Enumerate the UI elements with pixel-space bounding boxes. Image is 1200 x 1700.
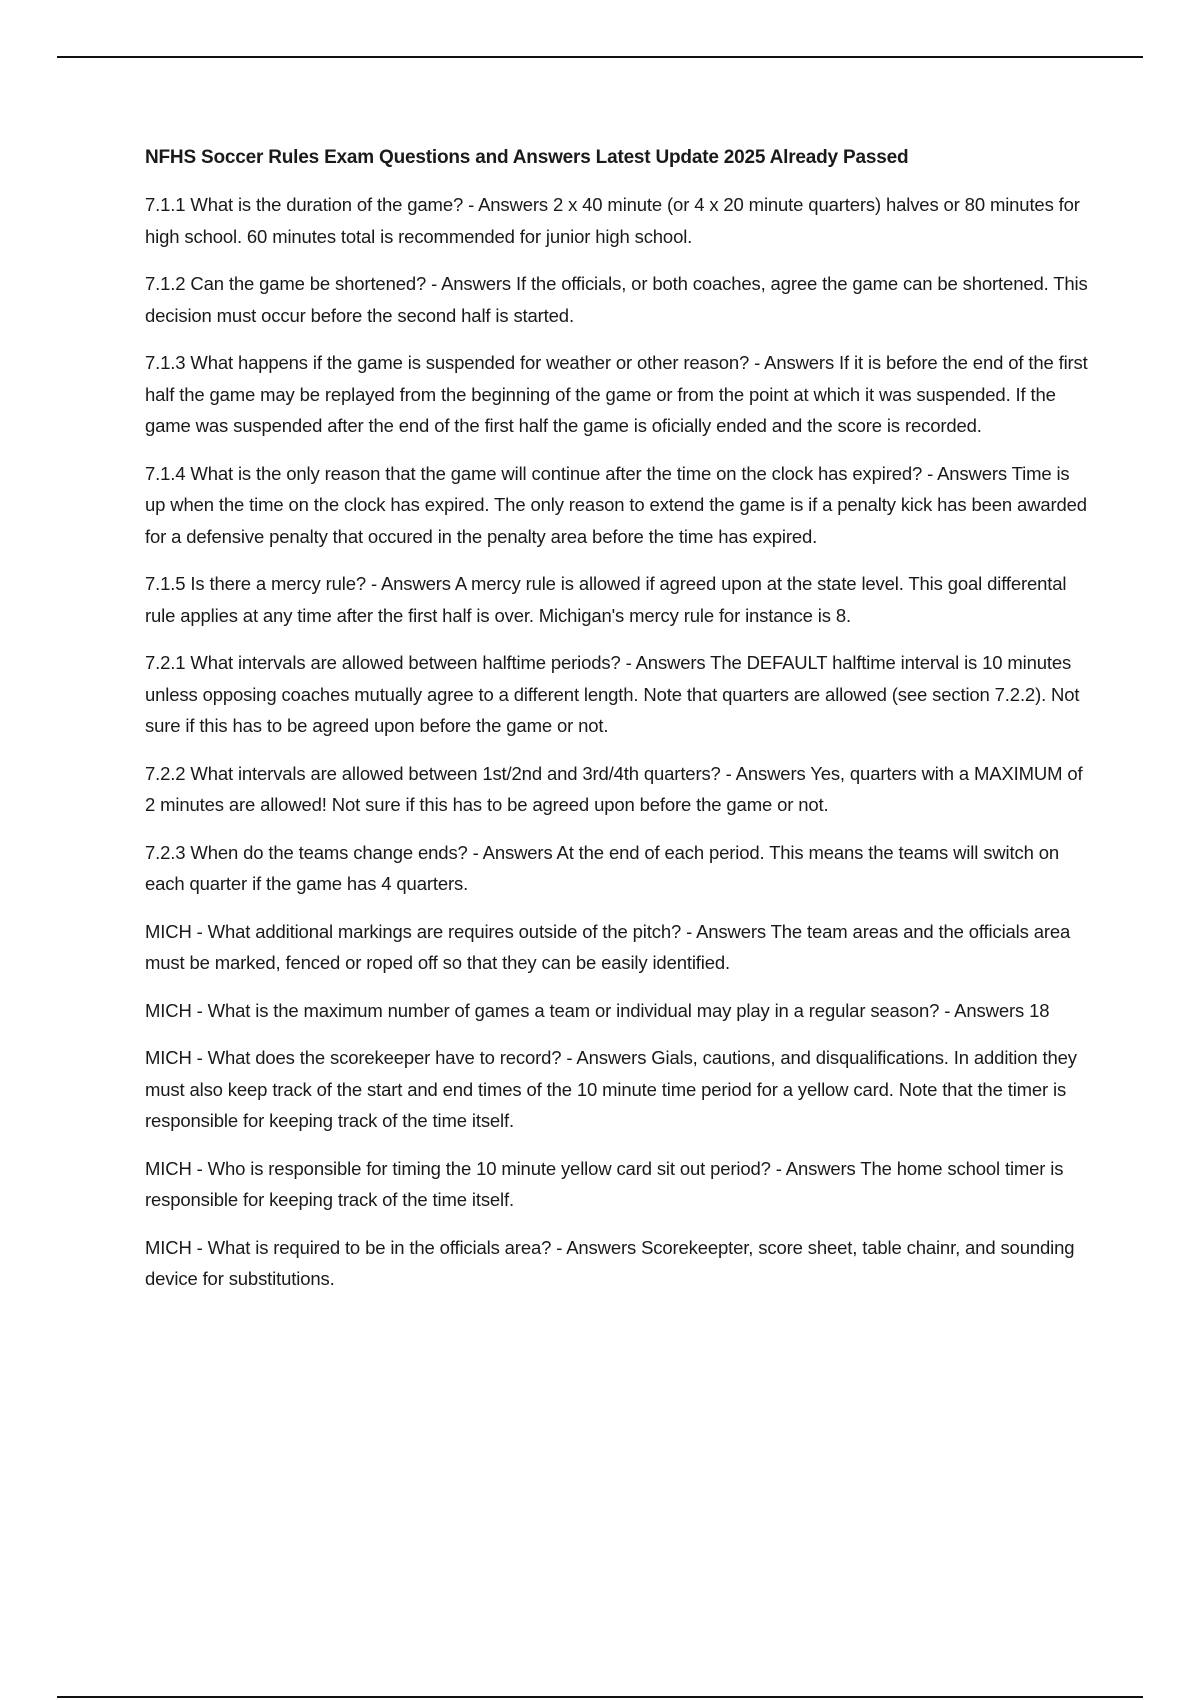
header-rule — [57, 56, 1143, 58]
qa-entry: MICH - What is required to be in the officials area? - Answers Scorekeepter, score sheet, table chainr, and sounding device for substitutions. — [145, 1236, 1075, 1289]
document-title: NFHS Soccer Rules Exam Questions and Answers Latest Update 2025 Already Passed — [145, 147, 909, 168]
qa-entry: MICH - Who is responsible for timing the 10 minute yellow card sit out period? - Answers The home school timer is responsible for keeping track of the time itself. — [145, 1157, 1064, 1210]
qa-entry: 7.1.4 What is the only reason that the game will continue after the time on the clock has expired? - Answers Time is up when the time on the clock has expired. The only reason to extend the game is if a penalty kick has been awarded for a defensive penalty that occured in the penalty area before the time has expired. — [145, 462, 1087, 547]
document-body — [145, 143, 1090, 1311]
qa-entry: 7.2.3 When do the teams change ends? - Answers At the end of each period. This means the teams will switch on each quarter if the game has 4 quarters. — [145, 841, 1059, 894]
qa-entry: 7.1.2 Can the game be shortened? - Answers If the officials, or both coaches, agree the game can be shortened. This decision must occur before the second half is started. — [145, 273, 1088, 326]
qa-entry: 7.1.3 What happens if the game is suspended for weather or other reason? - Answers If it is before the end of the first half the game may be replayed from the beginning of the game or from the point at which it was suspended. If the game was suspended after the end of the first half the game is oficially ended and the score is recorded. — [145, 352, 1088, 436]
qa-entry: 7.1.1 What is the duration of the game? - Answers 2 x 40 minute (or 4 x 20 minute quarters) halves or 80 minutes for high school. 60 minutes total is recommended for junior high school. — [145, 194, 1080, 247]
footer-rule — [57, 1696, 1143, 1698]
qa-entry: MICH - What is the maximum number of games a team or individual may play in a regular season? - Answers 18 — [145, 999, 1050, 1021]
qa-entry: 7.2.2 What intervals are allowed between 1st/2nd and 3rd/4th quarters? - Answers Yes, quarters with a MAXIMUM of 2 minutes are allowed! Not sure if this has to be agreed upon before the game or not. — [145, 762, 1083, 815]
qa-entry: 7.2.1 What intervals are allowed between halftime periods? - Answers The DEFAULT halftime interval is 10 minutes unless opposing coaches mutually agree to a different length. Note that quarters are allowed (see section 7.2.2). Not sure if this has to be agreed upon before the game or not. — [145, 652, 1080, 736]
qa-entry: 7.1.5 Is there a mercy rule? - Answers A mercy rule is allowed if agreed upon at the state level. This goal differental rule applies at any time after the first half is over. Michigan's mercy rule for instance is 8. — [145, 573, 1067, 626]
qa-entry: MICH - What does the scorekeeper have to record? - Answers Gials, cautions, and disqualifications. In addition they must also keep track of the start and end times of the 10 minute time period for a yellow card. Note that the timer is responsible for keeping track of the time itself. — [145, 1047, 1077, 1131]
qa-entry: MICH - What additional markings are requires outside of the pitch? - Answers The team areas and the officials area must be marked, fenced or roped off so that they can be easily identified. — [145, 920, 1071, 973]
